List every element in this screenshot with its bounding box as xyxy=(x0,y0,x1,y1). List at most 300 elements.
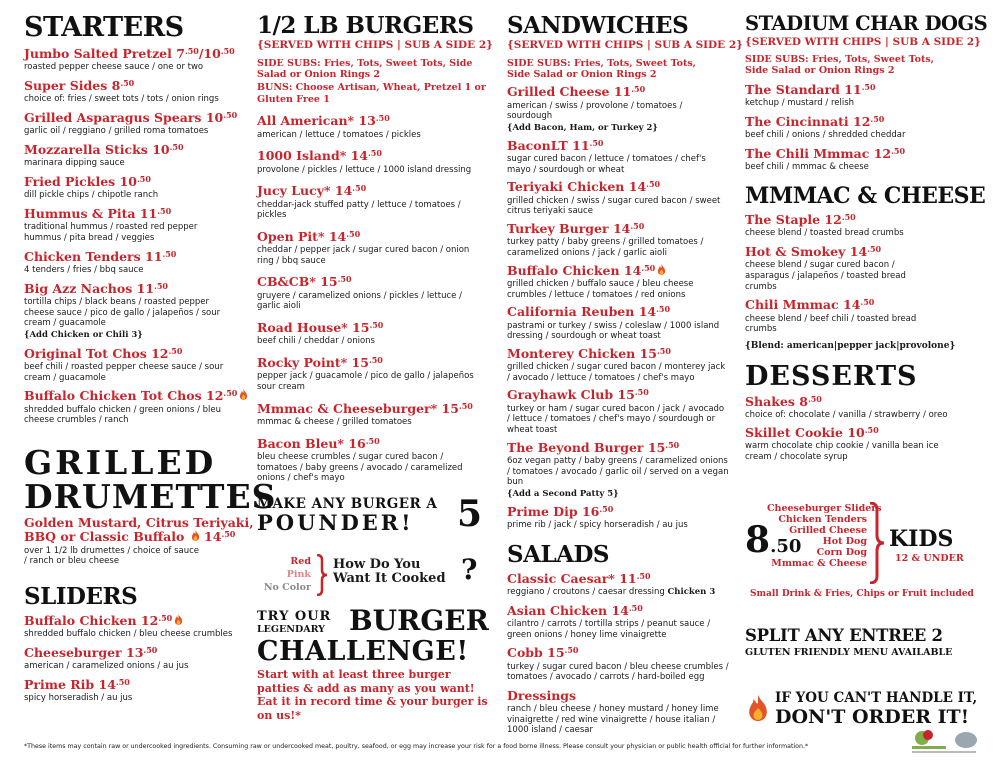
item-name-line xyxy=(24,389,246,403)
item-desc-text: traditional hummus / roasted red pepper hummus / pita bread / veggies xyxy=(24,222,198,243)
desserts-section xyxy=(745,360,980,463)
item-name: Asian Chicken xyxy=(507,602,608,618)
item-price: 14 xyxy=(350,148,369,164)
item-price: 13 xyxy=(126,644,144,660)
item-cents: .50 xyxy=(136,174,151,184)
item-name-line xyxy=(24,79,246,93)
item-desc-text: shredded buffalo chicken / bleu cheese crumbles xyxy=(24,629,233,640)
flame-icon xyxy=(657,264,666,276)
item-cents: .50 xyxy=(157,206,172,216)
kids-option: Cheeseburger Sliders xyxy=(767,503,882,514)
menu-item xyxy=(745,213,980,239)
item-price: 12 xyxy=(873,145,892,161)
item-name-line xyxy=(745,213,980,227)
burgers-side-subs: SIDE SUBS: Fries, Tots, Sweet Tots, Side Salad or Onion Rings 2 xyxy=(257,57,473,80)
slogan-section xyxy=(745,690,985,730)
menu-item xyxy=(24,614,246,640)
drumettes-flavors-line1: Golden Mustard, Citrus Teriyaki, xyxy=(24,514,254,530)
item-cents: .50 xyxy=(458,400,473,411)
item-price: 10 xyxy=(119,174,137,189)
menu-item xyxy=(507,604,732,641)
item-price: 8 xyxy=(799,393,808,409)
menu-item xyxy=(507,305,732,342)
item-name-line xyxy=(24,614,246,628)
item-cents: .50 xyxy=(861,81,876,92)
item-desc-text: cheese blend / sugar cured bacon / asparagus / jalapeños / toasted bread crumbs xyxy=(745,260,906,292)
item-cents: .50 xyxy=(365,435,380,446)
item-name: Grilled Cheese xyxy=(507,84,610,100)
item-desc-text: marinara dipping sauce xyxy=(24,158,125,169)
item-cents: .50 xyxy=(352,183,367,194)
burgers-subtitle: {SERVED WITH CHIPS | SUB A SIDE 2} xyxy=(257,39,493,51)
item-desc-text: spicy horseradish / au jus xyxy=(24,693,133,704)
item-desc-text: ranch / bleu cheese / honey mustard / honey lime vinaigrette / red wine vinaigrette / house italian / 1000 island / caesar xyxy=(507,704,719,736)
item-name: Grayhawk Club xyxy=(507,387,614,403)
item-cents: .50 xyxy=(337,274,352,285)
item-price: 14 xyxy=(628,179,647,195)
item-name-line xyxy=(24,282,246,296)
flame-icon xyxy=(174,614,183,626)
item-name: Prime Dip xyxy=(507,503,578,519)
item-price: 11 xyxy=(139,206,158,221)
starters-title: STARTERS xyxy=(24,12,184,43)
char-dogs-list xyxy=(745,83,980,173)
sandwiches-subtitle: {SERVED WITH CHIPS | SUB A SIDE 2} xyxy=(507,39,743,51)
kids-brace-icon xyxy=(868,502,886,584)
challenge-section xyxy=(257,603,489,723)
item-name-line xyxy=(507,222,732,236)
desserts-title: DESSERTS xyxy=(745,360,918,392)
menu-item xyxy=(257,402,489,428)
item-name: The Cincinnati xyxy=(745,113,849,129)
item-desc xyxy=(24,126,229,137)
pounder-line2: POUNDER! xyxy=(257,510,414,536)
menu-item xyxy=(507,180,732,217)
menu-item xyxy=(745,395,980,421)
item-price: 12 xyxy=(140,612,159,628)
item-desc-text: 6oz vegan patty / baby greens / caramelized onions / tomatoes / avocado / garlic oil / served on a vegan bun xyxy=(507,456,729,488)
drumettes-cents: .50 xyxy=(221,529,236,540)
item-name-line xyxy=(24,678,246,692)
gluten-note: GLUTEN FRIENDLY MENU AVAILABLE xyxy=(745,646,953,658)
item-cents: .50 xyxy=(154,280,168,291)
item-name-line xyxy=(507,441,732,455)
menu-item xyxy=(507,441,732,500)
sandwiches-list xyxy=(507,85,732,530)
item-desc-text: grilled chicken / buffalo sauce / bleu cheese crumbles / lettuce / tomatoes / red onions xyxy=(507,278,694,300)
menu-item xyxy=(745,245,980,292)
kids-label: KIDS xyxy=(889,526,954,552)
item-name: Cobb xyxy=(507,645,543,661)
cooked-options xyxy=(257,556,311,594)
item-name-line xyxy=(507,689,732,703)
item-price: 12 xyxy=(151,345,169,361)
footer-disclaimer: *These items may contain raw or undercooked ingredients. Consuming raw or undercooked meat, poultry, seafood, or egg may increase your risk for a food borne illness. Please consult your physician or public health official for further information.* xyxy=(24,743,809,750)
item-desc-text: cheese blend / beef chili / toasted bread crumbs xyxy=(745,313,917,335)
split-title: SPLIT ANY ENTREE 2 xyxy=(745,626,943,645)
item-price: 8 xyxy=(111,78,121,93)
sliders-title: SLIDERS xyxy=(24,582,138,610)
item-desc xyxy=(507,704,729,736)
item-desc-text: provolone / pickles / lettuce / 1000 island dressing xyxy=(257,164,472,175)
menu-item xyxy=(24,347,246,384)
menu-item xyxy=(24,250,246,276)
item-add-on: {Add a Second Patty 5} xyxy=(507,488,619,499)
item-desc-text: american / lettuce / tomatoes / pickles xyxy=(257,129,421,140)
column-sandwiches xyxy=(507,12,743,736)
menu-item xyxy=(24,111,246,137)
item-name: Open Pit* xyxy=(257,228,325,244)
item-cents: .50 xyxy=(870,113,885,124)
item-name: BaconLT xyxy=(507,137,568,153)
item-desc xyxy=(257,245,479,266)
item-add-on: {Add Bacon, Ham, or Turkey 2} xyxy=(507,123,658,133)
item-desc-text: warm chocolate chip cookie / vanilla bean ice cream / chocolate syrup xyxy=(745,441,939,462)
menu-item xyxy=(24,175,246,201)
starters-list xyxy=(24,47,246,426)
item-desc-text: cheddar-jack stuffed patty / lettuce / tomatoes / pickles xyxy=(257,199,461,221)
menu-item xyxy=(24,79,246,105)
item-price: 7 xyxy=(176,46,185,61)
menu-item xyxy=(507,572,732,598)
item-cents: .50 xyxy=(589,137,604,148)
item-desc xyxy=(507,662,729,683)
item-name-line xyxy=(24,143,246,157)
brace-icon xyxy=(315,554,329,596)
item-desc-text: turkey patty / baby greens / grilled tomatoes / caramelized onions / jack / garlic aioli xyxy=(507,237,704,258)
item-price: 14 xyxy=(638,304,657,320)
item-name: Fried Pickles xyxy=(24,174,116,189)
menu-item xyxy=(257,437,489,484)
item-cents: .50 xyxy=(807,393,822,404)
item-name-line xyxy=(24,111,246,125)
item-desc-text: choice of: chocolate / vanilla / strawberry / oreo xyxy=(745,410,948,421)
char-dogs-title: STADIUM CHAR DOGS xyxy=(745,12,988,35)
item-price: 15 xyxy=(441,400,459,416)
item-desc xyxy=(24,158,229,169)
item-cents: .50 xyxy=(375,113,390,124)
menu-item xyxy=(507,347,732,384)
item-cents: .50 xyxy=(864,424,879,435)
sandwiches-side-subs: SIDE SUBS: Fries, Tots, Sweet Tots, Side Salad or Onion Rings 2 xyxy=(507,57,696,80)
item-price: 14 xyxy=(611,602,629,618)
item-name-line xyxy=(745,83,980,97)
item-price: 11 xyxy=(136,280,155,296)
item-price: 14 xyxy=(623,262,642,278)
item-cents: .50 xyxy=(657,345,671,356)
item-price-2: /10 xyxy=(198,46,221,61)
item-name-line xyxy=(507,180,732,194)
item-cents: .50 xyxy=(223,110,238,120)
item-desc xyxy=(507,456,729,500)
item-desc xyxy=(24,693,244,704)
item-cents: .50 xyxy=(369,320,384,331)
kids-included: Small Drink & Fries, Chips or Fruit included xyxy=(750,589,974,599)
item-price: 10 xyxy=(205,110,224,125)
flame-icon xyxy=(191,530,200,542)
menu-item xyxy=(507,264,732,301)
menu-item xyxy=(257,184,489,221)
restaurant-logo xyxy=(908,726,980,756)
item-name-line xyxy=(745,395,980,409)
menu-item xyxy=(507,222,732,259)
item-name-line xyxy=(24,347,246,361)
item-desc xyxy=(257,291,479,312)
item-price: 10 xyxy=(847,424,865,440)
item-name: Chicken Tenders xyxy=(24,248,141,264)
item-desc xyxy=(257,371,479,392)
item-price: 11 xyxy=(572,137,590,153)
item-desc-text: reggiano / croutons / caesar dressing xyxy=(507,586,665,597)
menu-item xyxy=(507,505,732,531)
menu-item xyxy=(257,230,489,267)
item-name: California Reuben xyxy=(507,304,635,320)
salads-list xyxy=(507,572,732,737)
item-desc xyxy=(507,362,729,383)
item-name-line xyxy=(24,175,246,189)
item-desc-text: cheese blend / toasted bread crumbs xyxy=(745,228,904,239)
challenge-legendary: LEGENDARY xyxy=(257,623,325,635)
burgers-buns: BUNS: Choose Artisan, Wheat, Pretzel 1 or Gluten Free 1 xyxy=(257,82,486,105)
item-desc xyxy=(745,314,935,335)
item-price: 14 xyxy=(612,220,631,236)
menu-item xyxy=(745,115,980,141)
menu-item xyxy=(24,282,246,341)
item-name-line xyxy=(507,139,732,153)
cooked-option-no-color: No Color xyxy=(263,581,311,593)
item-name: Big Azz Nachos xyxy=(24,280,133,296)
item-price: 16 xyxy=(348,435,366,451)
item-cents: .50 xyxy=(115,676,130,687)
mac-section xyxy=(745,182,986,351)
mac-title: MMMAC & CHEESE xyxy=(745,182,986,209)
item-name: 1000 Island* xyxy=(257,148,347,164)
challenge-text: Start with at least three burger patties & add as many as you want! Eat it in record time & your burger is on us!* xyxy=(257,667,488,723)
burgers-list xyxy=(257,114,489,484)
item-cents: .50 xyxy=(346,228,361,239)
kids-option: Corn Dog xyxy=(816,546,867,558)
kids-price-cents: .50 xyxy=(770,536,802,557)
item-desc-text: gruyere / caramelized onions / pickles / lettuce / garlic aioli xyxy=(257,290,462,312)
drumettes-price: 14 xyxy=(204,529,222,545)
drumettes-flavors-line2 xyxy=(24,530,246,544)
item-name-line xyxy=(257,356,489,370)
column-burgers xyxy=(257,12,493,723)
item-name-line xyxy=(507,305,732,319)
item-cents: .50 xyxy=(841,211,856,222)
kids-menu xyxy=(745,498,990,606)
item-price: 12 xyxy=(853,113,871,129)
kids-age: 12 & UNDER xyxy=(895,553,964,564)
item-desc xyxy=(745,441,955,462)
item-desc-text: shredded buffalo chicken / green onions / bleu cheese crumbles / ranch xyxy=(24,404,222,426)
item-cents: .50 xyxy=(168,345,183,356)
item-desc xyxy=(507,619,729,640)
item-desc xyxy=(507,404,729,436)
kids-options xyxy=(767,503,882,570)
item-cents: .50 xyxy=(368,355,383,366)
item-cents: .50 xyxy=(158,612,173,623)
item-desc xyxy=(745,260,935,292)
item-price: 12 xyxy=(824,211,842,227)
item-desc-text: turkey / sugar cured bacon / bleu cheese crumbles / tomatoes / avocado / carrots / hard-boiled egg xyxy=(507,661,729,683)
item-cents: .50 xyxy=(891,145,906,156)
item-name: Buffalo Chicken Tot Chos xyxy=(24,388,202,404)
drumettes-flavors xyxy=(24,514,254,545)
item-desc xyxy=(257,200,479,221)
item-desc-text: pastrami or turkey / swiss / coleslaw / 1000 island dressing / sourdough or wheat toast xyxy=(507,320,720,342)
flame-icon xyxy=(239,389,248,401)
item-name-line xyxy=(257,184,489,198)
cooked-option-pink: Pink xyxy=(286,568,311,580)
item-cents: .50 xyxy=(867,243,882,254)
item-desc-text: grilled chicken / sugar cured bacon / monterey jack / avocado / lettuce / tomatoes / chef's mayo xyxy=(507,362,726,383)
item-cents: .50 xyxy=(120,78,135,88)
item-price: 11 xyxy=(619,570,637,586)
menu-item xyxy=(507,388,732,435)
item-desc-text: turkey or ham / sugar cured bacon / jack / avocado / lettuce / tomatoes / chef's mayo / sourdough or wheat toast xyxy=(507,403,725,435)
sliders-list xyxy=(24,614,246,704)
item-price: 14 xyxy=(843,297,861,313)
challenge-burger: BURGER xyxy=(349,603,489,637)
cooked-question-line1: How Do You xyxy=(333,556,421,572)
item-name: Road House* xyxy=(257,320,348,336)
item-desc xyxy=(507,321,729,342)
item-name: Mmmac & Cheeseburger* xyxy=(257,400,438,416)
sandwiches-title: SANDWICHES xyxy=(507,12,689,39)
kids-option: Grilled Cheese xyxy=(789,524,867,536)
item-name-line xyxy=(745,426,980,440)
item-name-line xyxy=(257,437,489,451)
item-name: Grilled Asparagus Spears xyxy=(24,110,202,125)
item-name-line xyxy=(745,147,980,161)
item-desc xyxy=(24,362,229,383)
item-name-line xyxy=(507,347,732,361)
item-price: 14 xyxy=(98,676,116,692)
item-name: Rocky Point* xyxy=(257,355,348,371)
item-cents: .50 xyxy=(634,387,649,398)
item-name: Prime Rib xyxy=(24,676,95,692)
item-desc xyxy=(257,336,479,347)
item-cents: .50 xyxy=(631,84,646,95)
item-name-line xyxy=(24,250,246,264)
item-price: 15 xyxy=(351,355,369,371)
menu-item xyxy=(507,85,732,133)
item-name: Super Sides xyxy=(24,78,108,93)
item-name: Buffalo Chicken xyxy=(507,262,620,278)
char-dogs-subtitle: {SERVED WITH CHIPS | SUB A SIDE 2} xyxy=(745,35,981,48)
item-name-line xyxy=(507,264,732,278)
drumettes-title-line2: DRUMETTES xyxy=(24,476,277,516)
item-desc xyxy=(745,130,965,141)
item-name: Hummus & Pita xyxy=(24,206,136,221)
kids-option: Hot Dog xyxy=(822,535,867,547)
item-desc-text: 4 tenders / fries / bbq sauce xyxy=(24,265,144,275)
item-name-line xyxy=(507,572,732,586)
item-desc-text: prime rib / jack / spicy horseradish / au jus xyxy=(507,519,688,530)
item-name: Turkey Burger xyxy=(507,220,609,236)
item-desc-text: choice of: fries / sweet tots / tots / onion rings xyxy=(24,94,219,105)
item-name: Buffalo Chicken xyxy=(24,612,137,628)
burgers-title: 1/2 LB BURGERS xyxy=(257,12,474,39)
item-name-line xyxy=(507,604,732,618)
item-desc xyxy=(24,297,229,341)
item-desc xyxy=(24,190,229,201)
item-desc xyxy=(745,162,965,173)
item-price: 11 xyxy=(844,81,862,97)
salads-title: SALADS xyxy=(507,540,610,568)
menu-item xyxy=(745,83,980,109)
item-add-on: Chicken 3 xyxy=(667,586,716,597)
item-price: 14 xyxy=(849,243,868,259)
drumettes-section xyxy=(24,442,277,567)
item-name: Chili Mmmac xyxy=(745,297,839,313)
item-desc xyxy=(745,98,965,109)
item-desc-text: grilled chicken / swiss / sugar cured bacon / sweet citrus teriyaki sauce xyxy=(507,195,721,217)
item-name: All American* xyxy=(257,113,355,129)
item-name: Hot & Smokey xyxy=(745,243,846,259)
item-name: The Chili Mmmac xyxy=(745,145,870,161)
item-desc xyxy=(24,661,244,672)
item-price: 14 xyxy=(334,183,353,199)
item-price: 15 xyxy=(547,645,565,661)
item-desc xyxy=(745,410,955,421)
item-desc xyxy=(507,587,729,598)
item-price: 12 xyxy=(206,388,224,404)
item-desc-text: garlic oil / reggiano / grilled roma tomatoes xyxy=(24,126,209,137)
item-name: Dressings xyxy=(507,687,577,703)
item-cents: .50 xyxy=(368,148,382,159)
item-name-line xyxy=(257,321,489,335)
item-cents: .50 xyxy=(630,220,645,231)
item-desc-text: beef chili / roasted pepper cheese sauce / sour cream / guacamole xyxy=(24,361,224,383)
item-desc-text: cilantro / carrots / tortilla strips / peanut sauce / green onions / honey lime vinaigrette xyxy=(507,618,711,640)
drumettes-title-line1: GRILLED xyxy=(24,442,217,482)
slogan-line1: IF YOU CAN'T HANDLE IT, xyxy=(775,690,978,706)
menu-item xyxy=(24,143,246,169)
item-desc-text: pepper jack / guacamole / pico de gallo / jalapeños sour cream xyxy=(257,371,474,393)
item-name: Bacon Bleu* xyxy=(257,435,344,451)
split-section xyxy=(745,628,985,657)
item-desc xyxy=(507,520,729,531)
menu-item xyxy=(24,207,246,244)
item-desc xyxy=(24,629,244,640)
menu-item xyxy=(257,114,489,140)
menu-item xyxy=(745,298,980,335)
pounder-price: 5 xyxy=(457,492,483,535)
item-desc xyxy=(257,417,479,428)
item-cents: .50 xyxy=(599,503,614,514)
menu-item xyxy=(24,47,246,73)
item-desc xyxy=(24,405,229,426)
item-desc-text: mmmac & cheese / grilled tomatoes xyxy=(257,417,412,428)
cooked-option-red: Red xyxy=(290,555,311,567)
item-price: 13 xyxy=(358,113,376,129)
item-cents: .50 xyxy=(169,142,184,152)
cooked-question-line2: Want It Cooked xyxy=(333,570,446,586)
item-name-line xyxy=(257,402,489,416)
item-price: 15 xyxy=(320,274,338,290)
item-name: Monterey Chicken xyxy=(507,345,636,361)
pounder-promo xyxy=(257,492,489,538)
item-price: 16 xyxy=(581,503,600,519)
item-desc-text: beef chili / onions / shredded cheddar xyxy=(745,130,906,141)
item-name: Mozzarella Sticks xyxy=(24,142,148,157)
item-cents: .50 xyxy=(656,304,671,315)
menu-item xyxy=(24,389,246,426)
item-name: Shakes xyxy=(745,393,795,409)
item-desc-text: beef chili / cheddar / onions xyxy=(257,336,375,347)
